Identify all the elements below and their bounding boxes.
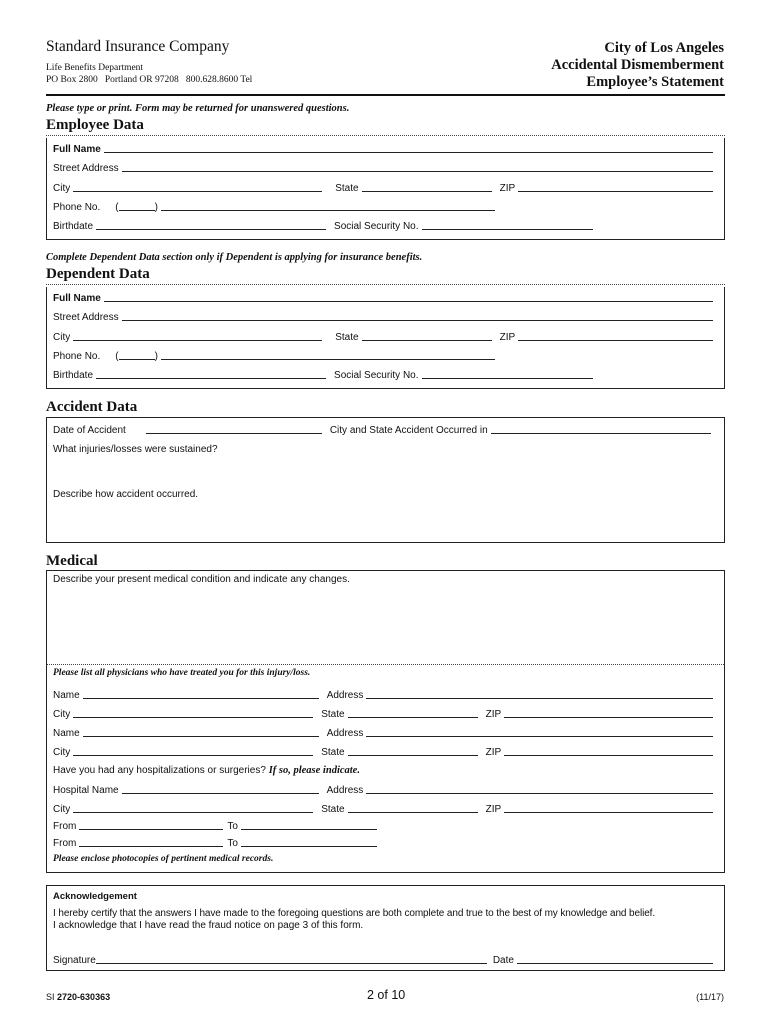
instructions: Please type or print. Form may be returned for unanswered questions. [46,103,350,114]
acknowledgement-text-2: I acknowledge that I have read the fraud notice on page 3 of this form. [53,920,364,931]
employee-ssn-label: Social Security No. [334,221,419,232]
dependent-street-label: Street Address [53,312,119,323]
form-number-value: 2720-630363 [57,992,111,1002]
accident-date-label: Date of Accident [53,425,126,436]
department: Life Benefits Department [46,63,144,73]
physician-2-zip-field[interactable] [504,755,713,756]
medical-heading: Medical [46,553,98,569]
physician-1-zip-label: ZIP [485,709,502,720]
physician-1-address-field[interactable] [366,698,713,699]
hospital-name-label: Hospital Name [53,785,119,796]
title-line-2: Accidental Dismemberment [551,57,724,73]
physician-1-name-field[interactable] [83,698,319,699]
employee-heading: Employee Data [46,117,144,133]
employee-birth-row [53,218,593,232]
dependent-street-row[interactable] [53,309,713,323]
employee-birthdate-label: Birthdate [53,221,94,232]
hospital-city-row [53,801,713,815]
employee-zip-label: ZIP [499,183,516,194]
physician-2-name-label: Name [53,728,80,739]
physician-1-address-label: Address [326,690,364,701]
employee-full-name-row[interactable] [53,141,713,155]
hospital-dates-row-1 [53,818,377,832]
physician-2-address-label: Address [326,728,364,739]
employee-ssn-field[interactable] [422,229,593,230]
hospital-state-label: State [321,804,345,815]
from-field-1[interactable] [79,829,223,830]
form-number [46,992,110,1002]
company-name: Standard Insurance Company [46,38,230,55]
physician-1-city-label: City [53,709,71,720]
physician-1-state-field[interactable] [348,717,478,718]
acknowledgement-text-1: I hereby certify that the answers I have made to the foregoing questions are both complete and true to the best of my knowledge and belief. [53,908,656,919]
physician-1-city-field[interactable] [73,717,313,718]
to-field-2[interactable] [241,846,377,847]
medical-condition-field[interactable] [53,588,711,660]
employee-street-field[interactable] [122,171,713,172]
hospital-city-label: City [53,804,71,815]
injuries-field[interactable] [53,458,711,486]
employee-city-row [53,180,713,194]
physician-2-name-field[interactable] [83,736,319,737]
employee-phone-row: Phone No. ( ) [53,199,495,213]
employee-street-row[interactable] [53,160,713,174]
signature-label: Signature [53,955,96,966]
employee-birthdate-field[interactable] [96,229,326,230]
physician-1-name-row [53,687,713,701]
dependent-heading: Dependent Data [46,266,150,282]
company-address: PO Box 2800 Portland OR 97208 800.628.8600 Tel [46,75,253,85]
dependent-note: Complete Dependent Data section only if Dependent is applying for insurance benefits. [46,252,423,263]
dependent-city-row [53,329,713,343]
employee-phone-label: Phone No. [53,202,101,213]
dependent-birth-row [53,367,593,381]
header-rule [46,94,725,96]
dependent-full-name-field[interactable] [104,301,713,302]
describe-accident-field[interactable] [53,503,711,539]
employee-area-code-field[interactable] [119,210,155,211]
employee-street-label: Street Address [53,163,119,174]
physician-2-state-field[interactable] [348,755,478,756]
employee-city-label: City [53,183,71,194]
employee-full-name-label: Full Name [53,144,101,155]
hospital-state-field[interactable] [348,812,478,813]
accident-location-label: City and State Accident Occurred in [329,425,488,436]
date-field[interactable] [517,963,713,964]
hospital-address-label: Address [326,785,364,796]
form-number-prefix: SI [46,992,55,1002]
employee-phone-field[interactable] [161,210,495,211]
dependent-birthdate-label: Birthdate [53,370,94,381]
dependent-state-field[interactable] [362,340,492,341]
physician-2-address-field[interactable] [366,736,713,737]
employee-divider [46,135,725,136]
physician-2-name-row [53,725,713,739]
medical-divider [47,664,724,665]
physician-2-state-label: State [321,747,345,758]
dependent-street-field[interactable] [122,320,713,321]
physicians-note: Please list all physicians who have treated you for this injury/loss. [53,668,311,678]
employee-full-name-field[interactable] [104,152,713,153]
accident-date-row [53,422,711,436]
hospital-name-row [53,782,713,796]
accident-heading: Accident Data [46,399,138,415]
dependent-ssn-field[interactable] [422,378,593,379]
injuries-label: What injuries/losses were sustained? [53,444,218,455]
dependent-city-label: City [53,332,71,343]
hospital-name-field[interactable] [122,793,319,794]
dependent-full-name-row[interactable] [53,290,713,304]
dependent-phone-row: Phone No. ( ) [53,348,495,362]
hospital-zip-label: ZIP [485,804,502,815]
hospital-dates-row-2 [53,835,377,849]
physician-1-name-label: Name [53,690,80,701]
employee-zip-field[interactable] [518,191,713,192]
physician-1-city-row [53,706,713,720]
to-field-1[interactable] [241,829,377,830]
physician-2-city-row [53,744,713,758]
dependent-full-name-label: Full Name [53,293,101,304]
accident-location-field[interactable] [491,433,711,434]
photocopies-note: Please enclose photocopies of pertinent medical records. [53,854,274,864]
dependent-ssn-label: Social Security No. [334,370,419,381]
page-number: 2 of 10 [367,988,406,1002]
signature-row [53,952,713,966]
dependent-zip-field[interactable] [518,340,713,341]
dependent-state-label: State [335,332,359,343]
accident-date-field[interactable] [146,433,322,434]
hospital-city-field[interactable] [73,812,313,813]
hospitalization-question-text: Have you had any hospitalizations or surgeries? [53,765,266,776]
acknowledgement-heading: Acknowledgement [53,891,137,902]
physician-2-city-label: City [53,747,71,758]
hospital-address-field[interactable] [366,793,713,794]
dependent-city-field[interactable] [73,340,322,341]
dependent-area-code-field[interactable] [119,359,155,360]
dependent-phone-field[interactable] [161,359,495,360]
describe-accident-label: Describe how accident occurred. [53,489,199,500]
from-label-2: From [53,838,77,849]
hospitalization-question-em: If so, please indicate. [268,765,360,776]
dependent-zip-label: ZIP [499,332,516,343]
from-label-1: From [53,821,77,832]
physician-1-state-label: State [321,709,345,720]
dependent-phone-label: Phone No. [53,351,101,362]
date-label: Date [492,955,514,966]
signature-field[interactable] [96,963,487,964]
medical-condition-label: Describe your present medical condition and indicate any changes. [53,574,350,585]
physician-1-zip-field[interactable] [504,717,713,718]
from-field-2[interactable] [79,846,223,847]
to-label-2: To [227,838,238,849]
physician-2-city-field[interactable] [73,755,313,756]
to-label-1: To [227,821,238,832]
dependent-birthdate-field[interactable] [96,378,326,379]
physician-2-zip-label: ZIP [485,747,502,758]
title-line-1: City of Los Angeles [604,40,724,56]
revision-date: (11/17) [696,992,724,1002]
employee-state-label: State [335,183,359,194]
form-title [551,40,724,91]
employee-state-field[interactable] [362,191,492,192]
hospitalization-question [53,765,360,776]
title-line-3: Employee’s Statement [586,74,724,90]
hospital-zip-field[interactable] [504,812,713,813]
employee-city-field[interactable] [73,191,322,192]
dependent-divider [46,284,725,285]
